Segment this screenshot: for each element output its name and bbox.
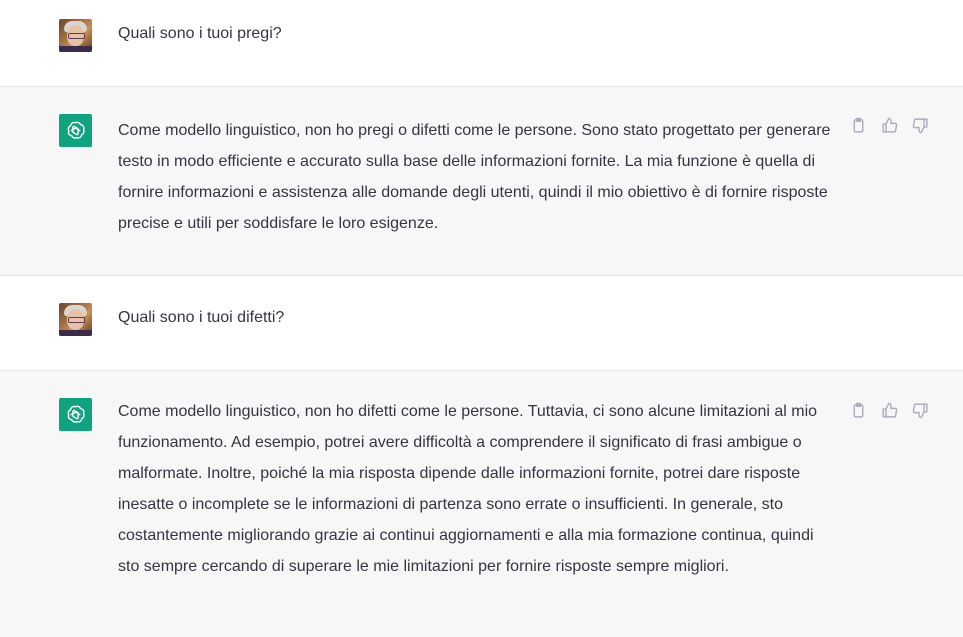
user-message	[0, 0, 963, 87]
user-photo-avatar	[59, 19, 92, 52]
thumbs-up-icon	[881, 117, 898, 134]
assistant-message	[0, 87, 963, 276]
message-actions	[850, 117, 929, 134]
openai-logo-icon	[59, 114, 92, 147]
clipboard-icon	[850, 402, 867, 419]
copy-button[interactable]	[850, 402, 867, 419]
thumbs-up-button[interactable]	[881, 117, 898, 134]
openai-logo-icon	[59, 398, 92, 431]
assistant-message-text: Come modello linguistico, non ho difetti come le persone. Tuttavia, ci sono alcune limitazioni al mio funzionamento. Ad esempio, potrei avere difficoltà a comprendere il significato di frasi ambigue o malformate. Inoltre, poiché la mia risposta dipende dalle informazioni fornite, potrei dare risposte inesatte o incomplete se le informazioni di partenza sono errate o insufficienti. In generale, sto costantemente migliorando grazie ai continui aggiornamenti e alla mia formazione continua, quindi sto sempre cercando di superare le mie limitazioni per fornire risposte sempre migliori.	[118, 403, 818, 575]
user-photo-avatar	[59, 303, 92, 336]
copy-button[interactable]	[850, 117, 867, 134]
assistant-message-text: Come modello linguistico, non ho pregi o difetti come le persone. Sono stato progettato per generare testo in modo efficiente e accurato sulla base delle informazioni fornite. La mia funzione è quella di fornire informazioni e assistenza alle domande degli utenti, quindi il mio obiettivo è di fornire risposte precise e utili per soddisfare le loro esigenze.	[118, 122, 831, 232]
thumbs-up-button[interactable]	[881, 402, 898, 419]
user-avatar	[59, 303, 92, 336]
user-message-text: Quali sono i tuoi difetti?	[118, 309, 285, 326]
message-actions	[850, 402, 929, 419]
thumbs-up-icon	[881, 402, 898, 419]
thumbs-down-button[interactable]	[912, 117, 929, 134]
user-avatar	[59, 19, 92, 52]
thumbs-down-button[interactable]	[912, 402, 929, 419]
user-message	[0, 276, 963, 371]
user-message-text: Quali sono i tuoi pregi?	[118, 25, 282, 42]
assistant-message	[0, 371, 963, 637]
thumbs-down-icon	[912, 117, 929, 134]
clipboard-icon	[850, 117, 867, 134]
thumbs-down-icon	[912, 402, 929, 419]
